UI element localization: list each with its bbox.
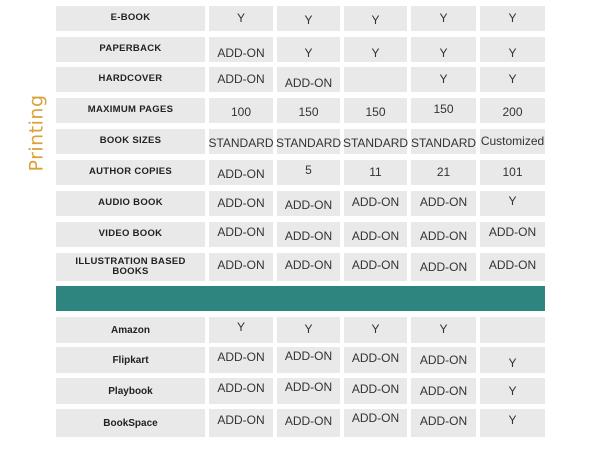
row-label-playbook xyxy=(56,378,205,404)
cell-book-sizes-plan-5-text: Customized xyxy=(480,133,545,148)
cell-video-book-plan-3 xyxy=(344,222,407,247)
row-label-e-book-text: E-BOOK xyxy=(110,12,151,24)
cell-illustration-based-books-plan-5 xyxy=(480,253,545,281)
cell-flipkart-plan-1 xyxy=(209,347,273,373)
cell-playbook-plan-4 xyxy=(411,378,476,404)
cell-hardcover-plan-1-text: ADD-ON xyxy=(217,71,265,86)
cell-hardcover-plan-5-text: Y xyxy=(508,71,517,86)
cell-flipkart-plan-4 xyxy=(411,347,476,373)
cell-maximum-pages-plan-3-text: 150 xyxy=(365,104,386,119)
cell-flipkart-plan-4-text: ADD-ON xyxy=(419,353,468,368)
row-label-video-book xyxy=(56,222,205,247)
cell-paperback-plan-1 xyxy=(209,37,273,62)
cell-amazon-plan-1 xyxy=(209,317,273,343)
cell-illustration-based-books-plan-4-text: ADD-ON xyxy=(419,260,468,275)
cell-amazon-plan-1-text: Y xyxy=(236,320,245,335)
cell-playbook-plan-3-text: ADD-ON xyxy=(351,382,400,397)
cell-audio-book-plan-3-text: ADD-ON xyxy=(351,194,400,209)
cell-video-book-plan-4 xyxy=(411,222,476,247)
cell-maximum-pages-plan-2 xyxy=(277,98,340,123)
cell-playbook-plan-2 xyxy=(277,378,340,404)
cell-bookspace-plan-2-text: ADD-ON xyxy=(284,414,333,429)
cell-playbook-plan-5 xyxy=(480,378,545,404)
cell-author-copies-plan-1 xyxy=(209,160,273,185)
cell-maximum-pages-plan-4 xyxy=(411,98,476,123)
cell-e-book-plan-2 xyxy=(277,6,340,31)
cell-book-sizes-plan-4 xyxy=(411,129,476,154)
row-label-maximum-pages-text: MAXIMUM PAGES xyxy=(87,104,174,116)
cell-playbook-plan-1-text: ADD-ON xyxy=(217,381,265,396)
cell-illustration-based-books-plan-5-text: ADD-ON xyxy=(488,258,537,273)
row-label-illustration-based-books xyxy=(56,253,205,281)
cell-illustration-based-books-plan-4 xyxy=(411,253,476,281)
cell-audio-book-plan-4-text: ADD-ON xyxy=(419,194,468,209)
cell-e-book-plan-5-text: Y xyxy=(508,10,517,25)
cell-audio-book-plan-1-text: ADD-ON xyxy=(217,195,265,210)
row-label-audio-book xyxy=(56,191,205,216)
row-label-bookspace xyxy=(56,409,205,437)
row-label-book-sizes-text: BOOK SIZES xyxy=(99,135,162,147)
cell-flipkart-plan-3 xyxy=(344,347,407,373)
cell-maximum-pages-plan-4-text: 150 xyxy=(433,101,454,116)
cell-e-book-plan-3 xyxy=(344,6,407,31)
cell-e-book-plan-4-text: Y xyxy=(439,10,448,25)
cell-audio-book-plan-4 xyxy=(411,191,476,216)
row-label-book-sizes xyxy=(56,129,205,154)
cell-book-sizes-plan-1-text: STANDARD xyxy=(208,135,274,150)
row-label-audio-book-text: AUDIO BOOK xyxy=(98,197,163,209)
cell-illustration-based-books-plan-2 xyxy=(277,253,340,281)
cell-hardcover-plan-4-text: Y xyxy=(439,71,448,86)
cell-amazon-plan-4-text: Y xyxy=(439,322,448,337)
cell-hardcover-plan-2 xyxy=(277,67,340,92)
cell-video-book-plan-3-text: ADD-ON xyxy=(351,228,400,243)
cell-video-book-plan-1-text: ADD-ON xyxy=(217,224,265,239)
cell-bookspace-plan-5 xyxy=(480,409,545,437)
row-label-playbook-text: Playbook xyxy=(108,385,153,397)
row-label-author-copies-text: AUTHOR COPIES xyxy=(88,166,173,178)
cell-maximum-pages-plan-1-text: 100 xyxy=(230,104,252,119)
cell-book-sizes-plan-2-text: STANDARD xyxy=(275,135,342,150)
row-label-e-book xyxy=(56,6,205,31)
cell-flipkart-plan-2 xyxy=(277,347,340,373)
cell-playbook-plan-5-text: Y xyxy=(508,384,517,399)
cell-e-book-plan-4 xyxy=(411,6,476,31)
row-label-paperback xyxy=(56,37,205,62)
cell-bookspace-plan-4-text: ADD-ON xyxy=(419,414,468,429)
cell-book-sizes-plan-2 xyxy=(277,129,340,154)
row-label-amazon xyxy=(56,317,205,343)
cell-hardcover-plan-2-text: ADD-ON xyxy=(284,75,333,90)
cell-maximum-pages-plan-5-text: 200 xyxy=(502,104,523,119)
cell-illustration-based-books-plan-3 xyxy=(344,253,407,281)
cell-illustration-based-books-plan-3-text: ADD-ON xyxy=(351,258,400,273)
cell-video-book-plan-2 xyxy=(277,222,340,247)
cell-e-book-plan-1 xyxy=(209,6,273,31)
cell-paperback-plan-1-text: ADD-ON xyxy=(217,45,265,60)
cell-e-book-plan-2-text: Y xyxy=(304,12,313,27)
row-label-bookspace-text: BookSpace xyxy=(103,417,158,429)
cell-playbook-plan-2-text: ADD-ON xyxy=(284,380,333,395)
cell-bookspace-plan-4 xyxy=(411,409,476,437)
cell-maximum-pages-plan-1 xyxy=(209,98,273,123)
cell-amazon-plan-5 xyxy=(480,317,545,343)
cell-bookspace-plan-3 xyxy=(344,409,407,437)
cell-video-book-plan-5 xyxy=(480,222,545,247)
cell-book-sizes-plan-4-text: STANDARD xyxy=(410,135,477,150)
cell-playbook-plan-3 xyxy=(344,378,407,404)
cell-author-copies-plan-5 xyxy=(480,160,545,185)
row-label-author-copies xyxy=(56,160,205,185)
cell-author-copies-plan-3 xyxy=(344,160,407,185)
cell-video-book-plan-1 xyxy=(209,222,273,247)
cell-book-sizes-plan-3-text: STANDARD xyxy=(342,135,409,150)
cell-audio-book-plan-5 xyxy=(480,191,545,216)
cell-bookspace-plan-5-text: Y xyxy=(508,413,517,428)
cell-audio-book-plan-1 xyxy=(209,191,273,216)
cell-e-book-plan-1-text: Y xyxy=(236,10,245,25)
row-label-maximum-pages xyxy=(56,98,205,123)
row-label-illustration-based-books-text: ILLUSTRATION BASED BOOKS xyxy=(75,255,186,277)
cell-video-book-plan-4-text: ADD-ON xyxy=(419,228,468,243)
row-label-paperback-text: PAPERBACK xyxy=(99,43,162,55)
cell-maximum-pages-plan-2-text: 150 xyxy=(298,104,319,119)
cell-hardcover-plan-3 xyxy=(344,67,407,92)
cell-maximum-pages-plan-5 xyxy=(480,98,545,123)
cell-paperback-plan-5 xyxy=(480,37,545,62)
cell-maximum-pages-plan-3 xyxy=(344,98,407,123)
cell-audio-book-plan-5-text: Y xyxy=(508,193,517,208)
section-divider-band xyxy=(56,286,545,311)
row-label-hardcover-text: HARDCOVER xyxy=(98,73,163,85)
cell-author-copies-plan-4 xyxy=(411,160,476,185)
cell-flipkart-plan-2-text: ADD-ON xyxy=(284,349,333,364)
row-label-video-book-text: VIDEO BOOK xyxy=(98,228,163,240)
cell-illustration-based-books-plan-2-text: ADD-ON xyxy=(284,258,333,273)
cell-hardcover-plan-1 xyxy=(209,67,273,92)
cell-bookspace-plan-1 xyxy=(209,409,273,437)
cell-paperback-plan-3-text: Y xyxy=(371,45,380,60)
row-label-amazon-text: Amazon xyxy=(111,324,150,336)
cell-audio-book-plan-2 xyxy=(277,191,340,216)
cell-illustration-based-books-plan-1-text: ADD-ON xyxy=(217,258,265,273)
cell-bookspace-plan-3-text: ADD-ON xyxy=(351,411,400,426)
cell-amazon-plan-3-text: Y xyxy=(371,322,380,337)
printing-section-label xyxy=(17,94,57,172)
cell-author-copies-plan-4-text: 21 xyxy=(436,164,451,179)
cell-illustration-based-books-plan-1 xyxy=(209,253,273,281)
cell-audio-book-plan-2-text: ADD-ON xyxy=(284,197,333,212)
cell-playbook-plan-1 xyxy=(209,378,273,404)
row-label-flipkart xyxy=(56,347,205,373)
cell-bookspace-plan-1-text: ADD-ON xyxy=(217,413,265,428)
cell-flipkart-plan-1-text: ADD-ON xyxy=(217,350,265,365)
cell-paperback-plan-4-text: Y xyxy=(439,45,448,60)
cell-amazon-plan-4 xyxy=(411,317,476,343)
cell-author-copies-plan-2 xyxy=(277,160,340,185)
cell-book-sizes-plan-5 xyxy=(480,129,545,154)
cell-playbook-plan-4-text: ADD-ON xyxy=(419,384,468,399)
cell-flipkart-plan-3-text: ADD-ON xyxy=(351,351,400,366)
cell-flipkart-plan-5-text: Y xyxy=(508,356,517,371)
cell-hardcover-plan-5 xyxy=(480,67,545,92)
cell-video-book-plan-2-text: ADD-ON xyxy=(284,228,333,243)
row-label-flipkart-text: Flipkart xyxy=(112,354,149,366)
cell-author-copies-plan-2-text: 5 xyxy=(305,162,312,177)
cell-paperback-plan-2 xyxy=(277,37,340,62)
cell-book-sizes-plan-3 xyxy=(344,129,407,154)
cell-amazon-plan-2 xyxy=(277,317,340,343)
row-label-hardcover xyxy=(56,67,205,92)
cell-video-book-plan-5-text: ADD-ON xyxy=(488,224,537,239)
cell-hardcover-plan-4 xyxy=(411,67,476,92)
cell-paperback-plan-3 xyxy=(344,37,407,62)
cell-flipkart-plan-5 xyxy=(480,347,545,373)
cell-bookspace-plan-2 xyxy=(277,409,340,437)
cell-amazon-plan-2-text: Y xyxy=(304,322,313,337)
cell-audio-book-plan-3 xyxy=(344,191,407,216)
cell-book-sizes-plan-1 xyxy=(209,129,273,154)
cell-amazon-plan-3 xyxy=(344,317,407,343)
cell-author-copies-plan-5-text: 101 xyxy=(502,164,523,179)
cell-e-book-plan-5 xyxy=(480,6,545,31)
cell-author-copies-plan-1-text: ADD-ON xyxy=(217,166,265,181)
cell-e-book-plan-3-text: Y xyxy=(371,12,380,27)
cell-author-copies-plan-3-text: 11 xyxy=(369,164,382,179)
printing-label-text: Printing xyxy=(26,94,48,172)
cell-paperback-plan-4 xyxy=(411,37,476,62)
cell-paperback-plan-2-text: Y xyxy=(304,45,313,60)
cell-paperback-plan-5-text: Y xyxy=(508,45,517,60)
